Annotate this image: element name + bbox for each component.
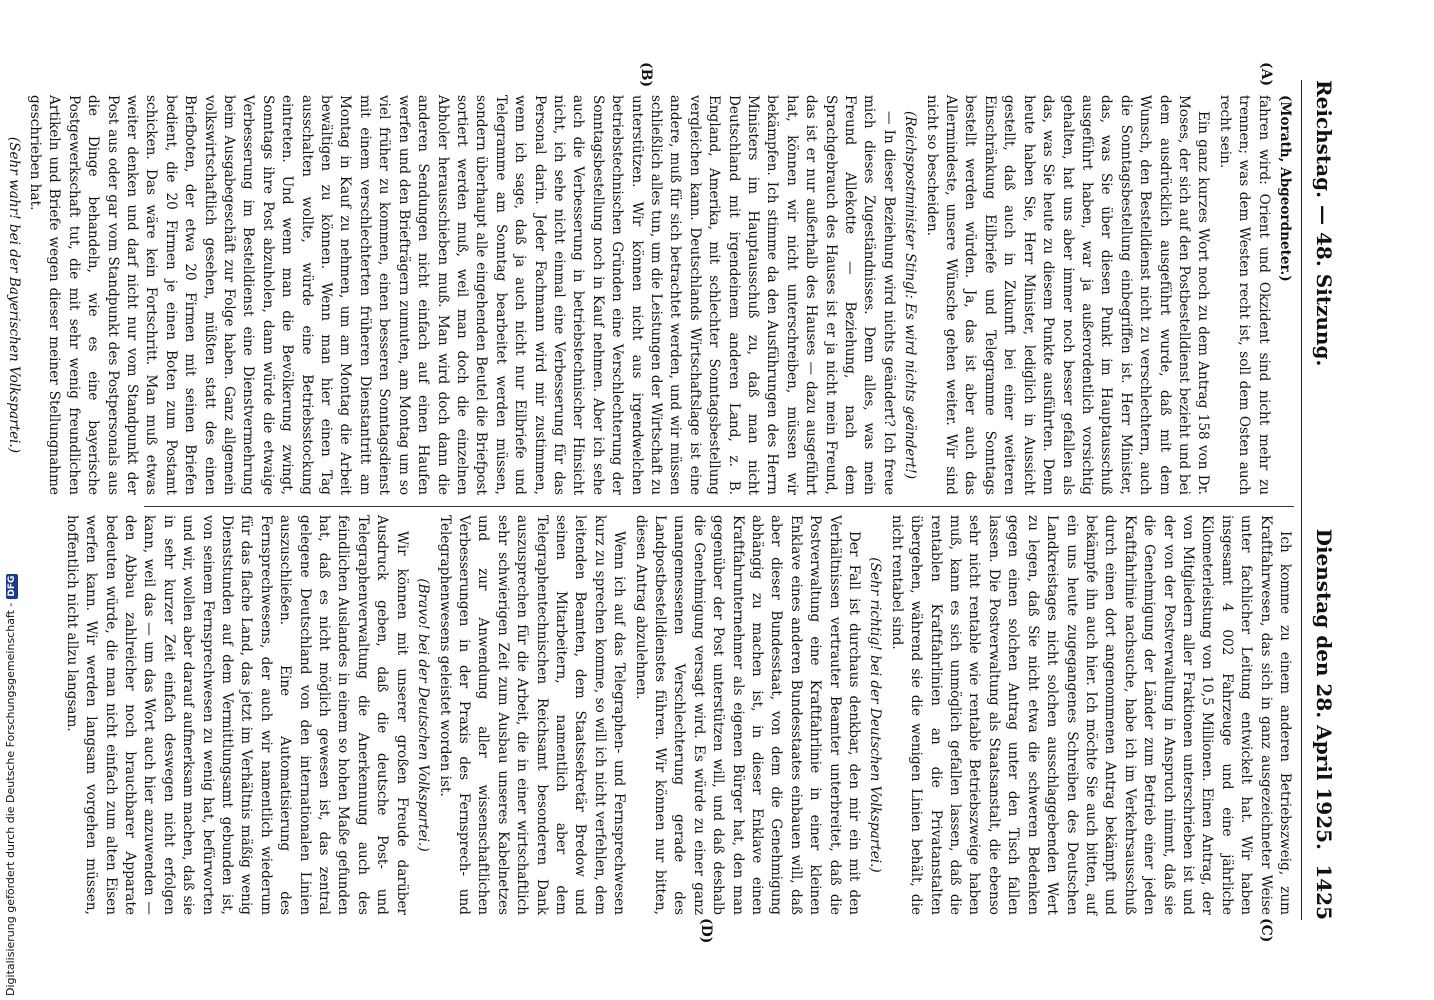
paragraph: Wenn ich auf das Telegraphen- und Fernsprechwesen kurz zu sprechen komme, so will ich nicht verfehlen, dem leitenden Beamten, dem Staatssekretär Bredow und seinen Mitarbeitern, namentlich aber dem Telegraphentechnischen Reichsamt besonderen Dank auszusprechen für die Arbeit, die in einer wirtschaftlich sehr schwierigen Zeit zum Ausbau unseres Kabelnetzes und zur Anwendung aller wissenschaftlichen Verbesserungen in der Praxis des Fernsprech- und Telegraphenwesens geleistet worden ist. bbox=[436, 515, 628, 915]
page-header bbox=[1301, 80, 1350, 920]
right-column bbox=[63, 515, 1294, 915]
credit-text: Digitalisierung gefördert durch die Deutsche Forschungsgemeinschaft - bbox=[4, 602, 17, 996]
paragraph: — In dieser Beziehung wird nichts geändert? Ich freue mich dieses Zugeständnisses. Denn alles, was mein Freund Allekotte — Beziehung, nach dem Sprachgebrauch des Hauses ist er ja nicht mein Freund, das ist er nur außerhalb des Hauses — dazu ausgeführt hat, können wir nicht unterschreiben, müssen wir bekämpfen. Ich stimme da den Ausführungen des Herrn Ministers im Hauptausschuß zu, daß man nicht Deutschland mit irgendeinem anderen Land, z. B. England, Amerika, mit schlechter Sonntagsbestellung vergleichen kann. Deutschlands Wirtschaftslage ist eine andere, muß für sich betrachtet werden, und wir müssen schließlich alles tun, um die Leistungen der Wirtschaft zu unterstützen. Wir können nicht aus irgendwelchen betriebstechnischen Gründen eine Verschlechterung der Sonntagsbestellung noch in Kauf nehmen. Aber ich sehe auch die Verbesserung in betriebstechnischer Hinsicht nicht, ich sehe nicht einmal eine Verbesserung für das Personal darin. Jeder Fachmann wird mir zustimmen, wenn ich sage, daß ja auch nicht nur Eilbriefe und Telegramme am Sonntag bearbeitet werden müssen, sondern überhaupt alle eingehenden Beutel die Briefpost sortiert werden muß, weil man doch die einzelnen Abholer herausschieben muß. Man wird doch dann die anderen Sendungen nicht einfach auf einen Haufen werfen und den Briefträgern zumuten, am Montag um so viel früher zu kommen, einen besseren Sonntagsdienst mit einem verschlechterten früheren Dienstantritt am Montag in Kauf zu nehmen, um am Montag die Arbeit bewältigen zu können. Wenn man hier einen Tag ausschalten wollte, würde eine Betriebsstockung eintreten. Und wenn man die Bevölkerung zwingt, Sonntags ihre Post abzuholen, dann würde die etwaige Verbesserung im Bestelldienst eine Dienstvermehrung beim Ausgabegeschäft zur Folge haben. Ganz allgemein volkswirtschaftlich gesehen, müßten statt des einen Briefboten, der etwa 20 Firmen mit seinen Briefen bedient, die 20 Firmen je einen Boten zum Postamt schicken. Das wäre kein Fortschritt. Man muß etwas weiter denken und darf nicht nur vom Standpunkt der Post aus oder gar vom Standpunkt des Postpersonals aus die Dinge behandeln, wie es eine bayerische Postgewerkschaft tut, die mit sehr wenig freundlichen Artikeln und Briefe wegen dieser meiner Stellungnahme geschrieben hat. bbox=[27, 95, 897, 495]
interjection: (Sehr wahr! bei der Bayerischen Volkspartei.) bbox=[5, 136, 22, 454]
paragraph: Wir können mit unserer großen Freude darüber Ausdruck geben, daß die deutsche Post- und Telegraphenverwaltung die Anerkennung auch des feindlichen Auslandes in einem so hohen Maße gefunden hat, daß es nicht möglich gewesen ist, das zentral gelegene Deutschland von den internationalen Linien auszuschließen. Eine Automatisierung des Fernsprechwesens, der auch wir namentlich wiederum für das flache Land, das jetzt im Verhältnis mäßig wenig Dienststunden auf dem Vermittlungsamt gebunden ist, von seinem Fernsprechwesen zu wenig hat, befürworten und wir, wollen aber darauf aufmerksam machen, daß sie in sehr kurzer Zeit einfach deswegen nicht erfolgen kann, weil das — um das Wort auch hier anzuwenden — den Abbau zahlreicher noch brauchbarer Apparate bedeuten würde, die man nicht einfach zum alten Eisen werfen kann. Wir werden langsam vorgehen müssen, hoffentlich nicht allzu langsam. bbox=[63, 515, 410, 915]
page-number: 1425 bbox=[1312, 864, 1336, 920]
margin-letter-d: (D) bbox=[698, 918, 714, 944]
left-column bbox=[5, 95, 1294, 495]
speaker-line: (Morath, Abgeordneter.) bbox=[1277, 95, 1293, 282]
column-divider bbox=[144, 506, 1294, 507]
dfg-logo: DFG bbox=[7, 575, 17, 597]
interjection: (Reichspostminister Stingl: Es wird nichts geändert!) bbox=[902, 110, 919, 480]
paragraph: Ich komme zu einem anderen Betriebszweig, zum Kraftfahrwesen, das sich in ganz ausgezeichneter Weise unter fachlicher Leitung entwickelt hat. Wir haben insgesamt 4 002 Fahrzeuge und eine jährliche Kilometerleistung von 10,5 Millionen. Einen Antrag, der von Mitgliedern aller Fraktionen unterschrieben ist und der von der Postverwaltung in Anspruch nimmt, daß sie die Genehmigung der Länder zum Betrieb einer jeden Kraftfahrlinie nachsuche, habe ich im Verkehrsausschuß durch einen dort angenommenen Antrag bekämpft und bekämpfe ihn auch hier. Ich möchte Sie auch bitten, auf ein uns heute zugegangenes Schreiben des Deutschen Landkreistages nicht solchen ausschlaggebenden Wert zu legen, daß Sie nicht etwa die schweren Bedenken gegen einen solchen Antrag unter den Tisch fallen lassen. Die Postverwaltung als Staatsanstalt, die ebenso sehr nicht rentable wie rentable Betriebszweige haben muß, kann es sich unmöglich gefallen lassen, daß die rentablen Kraftfahrlinien an die Privatanstalten übergehen, während sie die wenigen Linien behält, die nicht rentabel sind. bbox=[888, 515, 1293, 915]
header-date: Dienstag den 28. April 1925. bbox=[1312, 528, 1336, 850]
paragraph: Ein ganz kurzes Wort noch zu dem Antrag 158 von Dr. Moses, der sich auf den Postbestelldienst bezieht und bei dem ausdrücklich ausgeführt wurde, daß mit dem Wunsch, den Bestelldienst nicht zu verschlechtern, auch die Sonntagsbestellung einbegriffen ist. Herr Minister, das, was Sie über diesen Punkt im Hauptausschuß ausgeführt haben, war ja außerordentlich vorsichtig gehalten, hat uns aber immer noch besser gefallen als das, was Sie heute zu diesem Punkte ausführten. Denn heute haben Sie, Herr Minister, lediglich in Aussicht gestellt, daß auch in Zukunft bei einer weiteren Einschränkung Eilbriefe und Telegramme Sonntags bestellt werden würden. Ja, das ist aber auch das Allermindeste, unsere Wünsche gehen weiter. Wir sind nicht so bescheiden. bbox=[923, 95, 1212, 495]
margin-letter-b: (B) bbox=[638, 62, 654, 88]
interjection: (Sehr richtig! bei der Deutschen Volkspartei.) bbox=[867, 557, 884, 873]
interjection: (Bravo! bei der Deutschen Volkspartei.) bbox=[415, 578, 432, 852]
header-session: Reichstag. — 48. Sitzung. bbox=[1312, 80, 1336, 367]
paragraph: fahren wird: Orient und Okzident sind nicht mehr zu trennen; was dem Westen recht ist, soll dem Osten auch recht sein. bbox=[1216, 95, 1272, 495]
margin-letter-c: (C) bbox=[1258, 918, 1274, 943]
margin-letter-a: (A) bbox=[1258, 62, 1274, 87]
paragraph: Der Fall ist durchaus denkbar, den mir ein mit den Verhältnissen vertrauter Beamter unterbreitet, daß die Postverwaltung eine Kraftfahrlinie in einer kleinen Enklave eines anderen Bundesstaates einbauen will, daß aber dieser Bundesstaat, von dem die Genehmigung abhängig zu machen ist, in dieser Enklave einen Kraftfahrunternehmer als eigenen Bürger hat, den man gegenüber der Post unterstützen will, und daß deshalb die Genehmigung versagt wird. Es würde zu einer ganz unangemessenen Verschlechterung gerade des Landpostbestelldienstes führen. Wir können nur bitten, diesen Antrag abzulehnen. bbox=[632, 515, 863, 915]
